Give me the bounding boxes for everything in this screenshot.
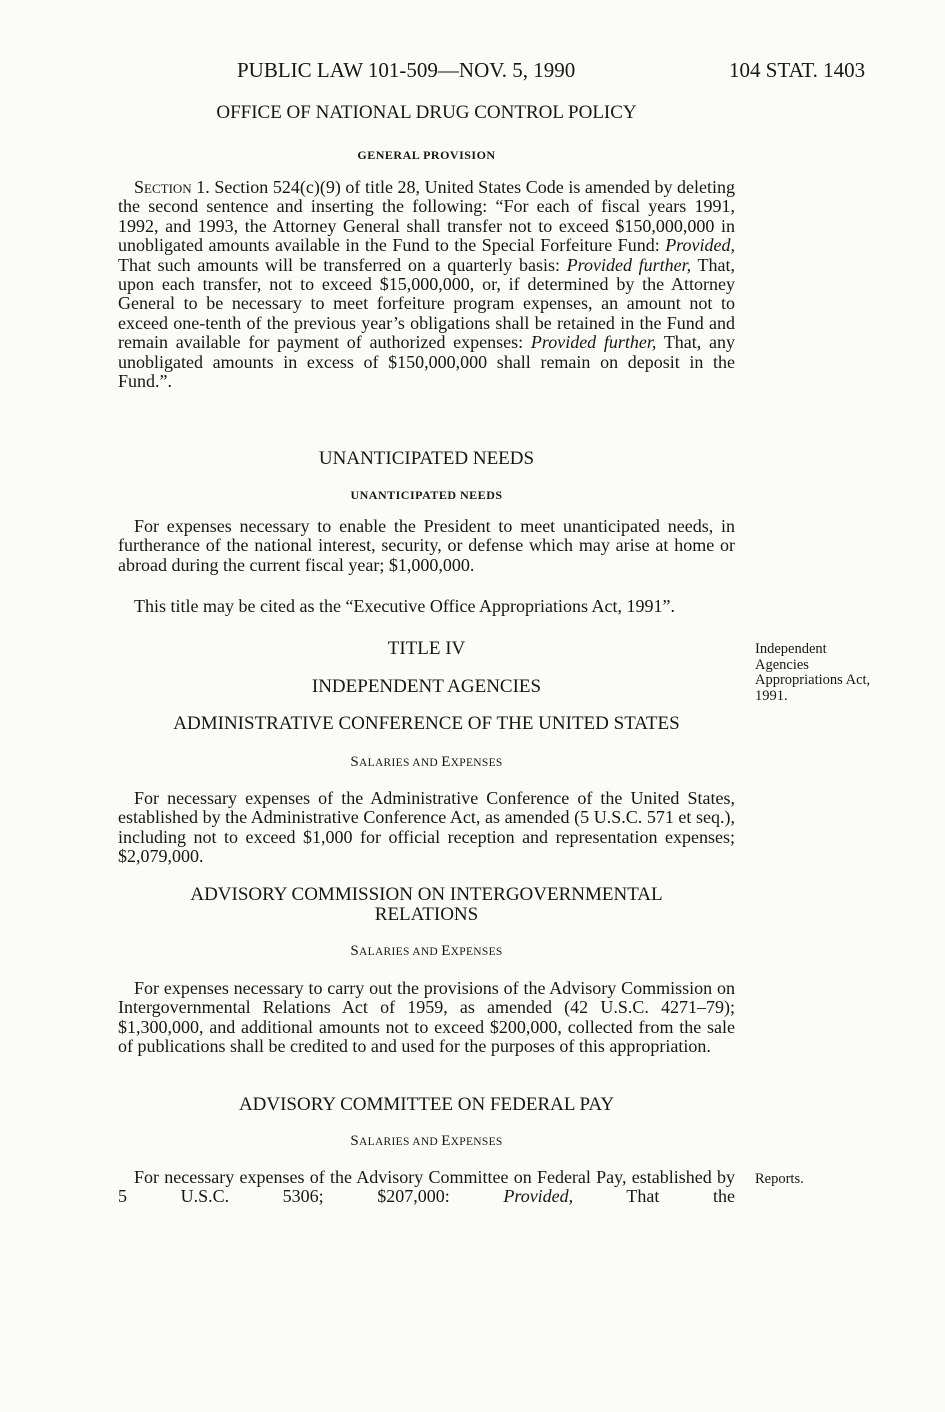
unanticipated-needs-heading: UNANTICIPATED NEEDS: [318, 448, 535, 469]
acus-salaries-subheading: SALARIES AND EXPENSES: [350, 754, 503, 770]
acir-salaries-subheading: SALARIES AND EXPENSES: [350, 943, 503, 959]
acfp-salaries-subheading: SALARIES AND EXPENSES: [350, 1133, 503, 1149]
stat-page-number: 104 STAT. 1403: [729, 58, 866, 82]
acir-heading-line-2: RELATIONS: [374, 904, 479, 925]
unanticipated-needs-subheading: UNANTICIPATED NEEDS: [350, 488, 503, 502]
independent-agencies-heading: INDEPENDENT AGENCIES: [311, 676, 542, 697]
acus-heading: ADMINISTRATIVE CONFERENCE OF THE UNITED STATES: [173, 713, 680, 734]
acir-heading-line-1: ADVISORY COMMISSION ON INTERGOVERNMENTAL: [190, 884, 663, 905]
ondcp-section-1-paragraph: Section 1. Section 524(c)(9) of title 28, United States Code is amended by deleting the second sentence and inserting the following: “For each of fiscal years 1991, 1992, and 1993, the Attorney General shall transfer not to exceed $150,000,000 in unobligated amounts available in the Fund to the Special Forfeiture Fund: Provided, That such amounts will be transferred on a quarterly basis: Provided further, That, upon each transfer, not to exceed $15,000,000, or, if determined by the Attorney General to be necessary to meet forfeiture program expenses, an amount not to exceed one-tenth of the previous year’s obligations shall be retained in the Fund and remain available for payment of authorized expenses: Provided further, That, any unobligated amounts in excess of $150,000,000 shall remain on deposit in the Fund.”.: [118, 177, 736, 392]
title-iv-heading: TITLE IV: [387, 638, 466, 659]
acus-paragraph: For necessary expenses of the Administrative Conference of the United States, established by the Administrative Conference Act, as amended (5 U.S.C. 571 et seq.), including not to exceed $1,000 for official reception and representation expenses; $2,079,000.: [118, 788, 735, 867]
running-header-title: PUBLIC LAW 101-509—NOV. 5, 1990: [237, 58, 576, 82]
ondcp-heading: OFFICE OF NATIONAL DRUG CONTROL POLICY: [216, 102, 637, 123]
acir-paragraph: For expenses necessary to carry out the provisions of the Advisory Commission on Intergovernmental Relations Act of 1959, as amended (42 U.S.C. 4271–79); $1,300,000, and additional amounts not to exceed $200,000, collected from the sale of publications shall be credited to and used for the purposes of this appropriation.: [118, 978, 735, 1057]
title-citation-paragraph: This title may be cited as the “Executive Office Appropriations Act, 1991”.: [134, 596, 676, 616]
general-provision-subheading: GENERAL PROVISION: [357, 148, 496, 162]
section-label: Section: [134, 177, 192, 197]
margin-note-reports: Reports.: [755, 1171, 804, 1187]
acfp-paragraph: For necessary expenses of the Advisory Committee on Federal Pay, established by 5 U.S.C. 5306; $207,000: Provided, That the: [118, 1167, 735, 1207]
unanticipated-needs-paragraph: For expenses necessary to enable the President to meet unanticipated needs, in furtherance of the national interest, security, or defense which may arise at home or abroad during the current fiscal year; $1,000,000.: [118, 516, 735, 575]
margin-note-independent-agencies: Independent Agencies Appropriations Act, 1991.: [755, 641, 871, 704]
acfp-heading: ADVISORY COMMITTEE ON FEDERAL PAY: [238, 1094, 615, 1115]
